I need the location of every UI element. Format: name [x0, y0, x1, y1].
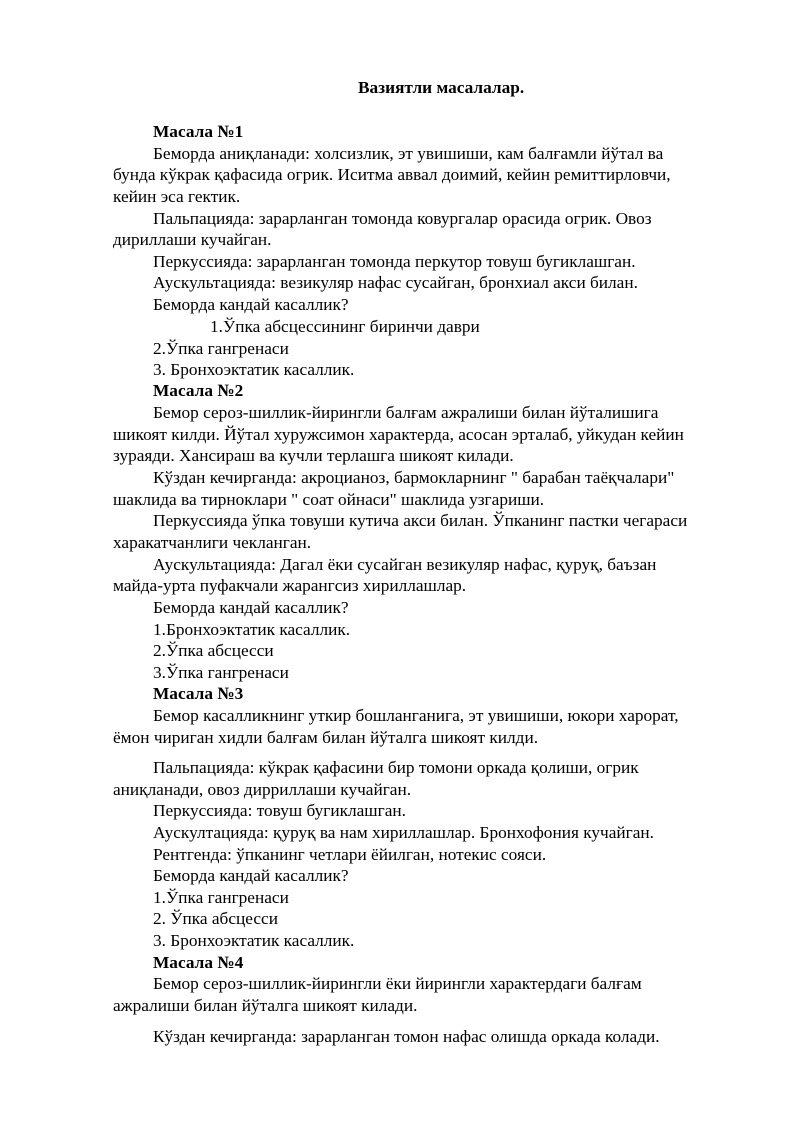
- text-line: шикоят килди. Йўтал хуружсимон характерда, асосан эрталаб, уйкудан кейин: [113, 425, 684, 444]
- document-title: Вазиятли масалалар.: [358, 78, 525, 97]
- answer-option: 3.Ўпка гангренаси: [153, 663, 289, 682]
- answer-option: 1.Ўпка абсцессининг биринчи даври: [210, 317, 480, 336]
- text-line: Кўздан кечирганда: акроцианоз, бармокларнинг " барабан таёқчалари": [153, 468, 675, 487]
- text-line: Бемор сероз-шиллик-йирингли ёки йирингли характердаги балғам: [153, 974, 642, 993]
- text-line: харакатчанлиги чекланган.: [113, 533, 312, 552]
- text-line: Беморда кандай касаллик?: [153, 866, 349, 885]
- text-line: Аускультацияда: везикуляр нафас сусайган, бронхиал акси билан.: [153, 273, 638, 292]
- text-line: зураяди. Хансираш ва кучли терлашга шикоят килади.: [113, 446, 514, 465]
- answer-option: 2.Ўпка гангренаси: [153, 339, 289, 358]
- text-line: Кўздан кечирганда: зарарланган томон нафас олишда оркада колади.: [153, 1027, 660, 1046]
- text-line: бунда кўкрак қафасида огрик. Иситма аввал доимий, кейин ремиттирловчи,: [113, 165, 671, 184]
- answer-option: 2. Ўпка абсцесси: [153, 909, 278, 928]
- text-line: Пальпацияда: кўкрак қафасини бир томони оркада қолиши, огрик: [153, 758, 639, 777]
- text-line: Перкуссияда: товуш бугиклашган.: [153, 801, 406, 820]
- text-line: дириллаши кучайган.: [113, 230, 272, 249]
- text-line: Перкуссияда: зарарланган томонда перкутор товуш бугиклашган.: [153, 252, 636, 271]
- answer-option: 1.Ўпка гангренаси: [153, 888, 289, 907]
- text-line: ёмон чириган хидли балғам билан йўталга шикоят килди.: [113, 728, 539, 747]
- problem-1-heading: Масала №1: [153, 122, 244, 141]
- text-line: Беморда аниқланади: холсизлик, эт увишиши, кам балғамли йўтал ва: [153, 144, 664, 163]
- text-line: Бемор сероз-шиллик-йирингли балғам ажралиши билан йўталишига: [153, 403, 659, 422]
- text-line: Аускультацияда: Дагал ёки сусайган везикуляр нафас, қуруқ, баъзан: [153, 555, 657, 574]
- text-line: Беморда кандай касаллик?: [153, 598, 349, 617]
- answer-option: 2.Ўпка абсцесси: [153, 641, 274, 660]
- answer-option: 3. Бронхоэктатик касаллик.: [153, 931, 355, 950]
- text-line: Рентгенда: ўпканинг четлари ёйилган, нотекис сояси.: [153, 845, 547, 864]
- text-line: аниқланади, овоз дирриллаши кучайган.: [113, 780, 412, 799]
- text-line: майда-урта пуфакчали жарангсиз хириллашлар.: [113, 576, 467, 595]
- answer-option: 3. Бронхоэктатик касаллик.: [153, 360, 355, 379]
- answer-option: 1.Бронхоэктатик касаллик.: [153, 620, 351, 639]
- text-line: Пальпацияда: зарарланган томонда ковургалар орасида огрик. Овоз: [153, 209, 652, 228]
- text-line: кейин эса гектик.: [113, 187, 241, 206]
- text-line: Перкуссияда ўпка товуши кутича акси билан. Ўпканинг пастки чегараси: [153, 511, 688, 530]
- text-line: Бемор касалликнинг уткир бошланганига, эт увишиши, юкори харорат,: [153, 706, 679, 725]
- text-line: Беморда кандай касаллик?: [153, 295, 349, 314]
- problem-4-heading: Масала №4: [153, 953, 244, 972]
- text-line: шаклида ва тирноклари " соат ойнаси" шаклида узгариши.: [113, 490, 545, 509]
- text-line: Аускултацияда: қуруқ ва нам хириллашлар. Бронхофония кучайган.: [153, 823, 654, 842]
- problem-2-heading: Масала №2: [153, 381, 244, 400]
- text-line: ажралиши билан йўталга шикоят килади.: [113, 996, 418, 1015]
- problem-3-heading: Масала №3: [153, 684, 244, 703]
